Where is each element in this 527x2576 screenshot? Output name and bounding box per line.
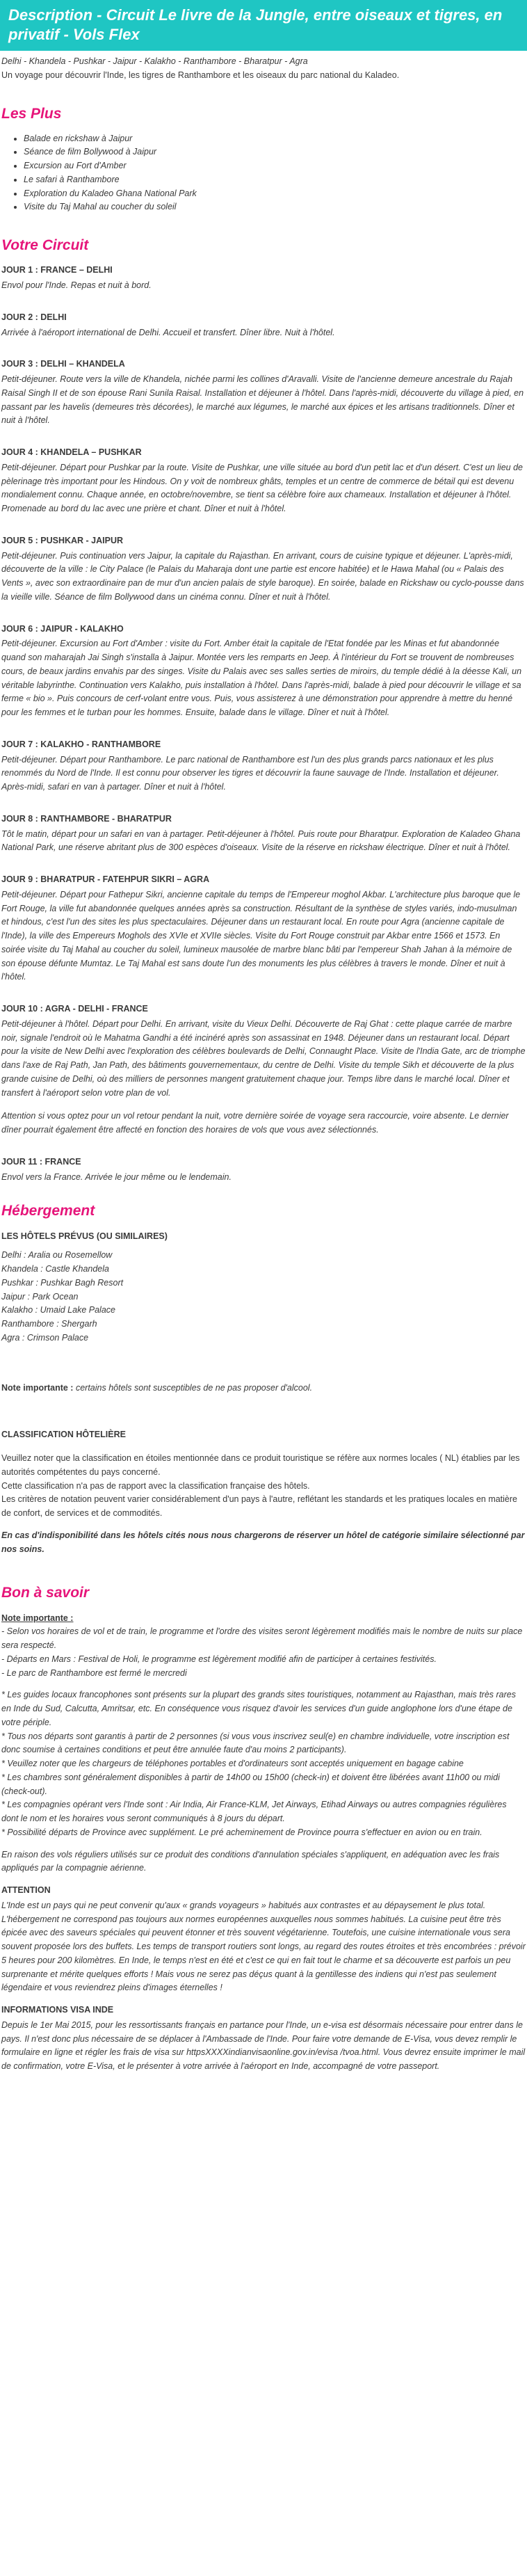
day-block xyxy=(1,264,526,293)
savoir-bullet-line: * Tous nos départs sont garantis à partir de 2 personnes (si vous vous inscrivez seul(e) en chambre individuelle, votre inscription est donc soumise à certaines conditions et peut être annulée faute d'au moins 2 participants). xyxy=(1,1731,510,1755)
day-block xyxy=(1,311,526,340)
savoir-note-line: - Le parc de Ranthambore est fermé le mercredi xyxy=(1,1667,187,1678)
classification-line: Veuillez noter que la classification en étoiles mentionnée dans ce produit touristique se réfère aux normes locales ( NL) établies par les autorités compétentes du pays concerné. xyxy=(1,1453,520,1477)
day-text: Petit-déjeuner à l'hôtel. Départ pour Delhi. En arrivant, visite du Vieux Delhi. Découverte de Raj Ghat : cette plaque carrée de marbre noir, signale l'endroit où le Mahatma Gandhi a été incinéré après son assassinat en 1948. Déjeuner dans un restaurant local. Départ pour la visite de New Delhi avec l'exploration des célèbres boulevards de Delhi, Connaught Place. Visite de l'India Gate, arc de triomphe dans l'axe de Raj Path, Jan Path, des bâtiments gouvernementaux, du centre de Delhi. Visite du temple Sikh et découverte de la plus grande cuisine de Delhi, où des milliers de personnes mangent gratuitement chaque jour. Temps libre dans le marché local. Dîner et transfert à l'aéroport selon votre plan de vol. xyxy=(1,1018,526,1098)
day-text: Petit-déjeuner. Excursion au Fort d'Amber : visite du Fort. Amber était la capitale de l'Etat fondée par les Minas et fut abandonnée quand son maharajah Jai Singh s'installa à Jaipur. Montée vers les remparts en Jeep. À l'intérieur du Fort se trouvent de nombreuses cours, de beaux jardins envahis par des singes. Visite du Palais avec ses salles serties de miroirs, du temple dédié à la déesse Kali, un véritable labyrinthe. Continuation vers Kalakho, puis installation à l'hôtel. Dans l'après-midi, balade à pied pour découvrir le village et sa ferme « bio ». Puis concours de cerf-volant entre vous. Puis, vous assisterez à une démonstration pour apprendre à mettre du henné pour les femmes et le turban pour les hommes. Ensuite, balade dans le village. Dîner et nuit à l'hôtel. xyxy=(1,639,522,718)
day-text: Petit-déjeuner. Départ pour Fathepur Sikri, ancienne capitale du temps de l'Empereur moghol Akbar. L'architecture plus baroque que le Fort Rouge, la ville fut abandonnée quelques années après sa construction. Résultant de la synthèse de styles variés, indo-musulman et hindous, c'est l'un des sites les plus spectaculaires. Déjeuner dans un restaurant local. En route pour Agra (ancienne capitale de l'Inde), la ville des Empereurs Moghols des XVIe et XVIIe siècles. Visite du Fort Rouge construit par Akbar entre 1566 et 1573. En soirée visite du Taj Mahal au coucher du soleil, lumineux mausolée de marbre blanc bâti par l'empereur Shah Jahan à la mémoire de son épouse défunte Mumtaz. Le Taj Mahal est sans doute l'un des monuments les plus célèbres à travers le monde. Dîner et nuit à l'hôtel. xyxy=(1,889,521,982)
plus-item: • Balade en rickshaw à Jaipur xyxy=(24,132,526,146)
day-text: Envol vers la France. Arrivée le jour même ou le lendemain. xyxy=(1,1171,232,1182)
day-block xyxy=(1,738,526,794)
visa-heading: INFORMATIONS VISA INDE xyxy=(1,2005,114,2015)
day-text: Petit-déjeuner. Départ pour Ranthambore. Le parc national de Ranthambore est l'un des plus grands parcs nationaux et les plus renommés du Nord de l'Inde. Il est connu pour observer les tigres et découvrir la faune sauvage de l'Inde. Installation et déjeuner. Après-midi, safari en van à partager. Dîner et nuit à l'hôtel. xyxy=(1,754,499,792)
hotel-item: Ranthambore : Shergarh xyxy=(1,1319,97,1329)
day-heading: JOUR 10 : AGRA - DELHI - FRANCE xyxy=(1,1004,148,1014)
savoir-note-heading: Note importante : xyxy=(1,1613,74,1623)
classification-text xyxy=(1,1452,526,1521)
day-block xyxy=(1,813,526,855)
day-heading: JOUR 1 : FRANCE – DELHI xyxy=(1,265,113,275)
day-block xyxy=(1,534,526,605)
circuit-title: Votre Circuit xyxy=(1,237,89,254)
plus-list xyxy=(1,132,526,215)
day-extra-text: Attention si vous optez pour un vol retour pendant la nuit, votre dernière soirée de voyage sera raccourcie, voire absente. Le dernier dîner pourrait également être affecté en fonction des horaires de vols que vous avez sélectionnés. xyxy=(1,1111,509,1135)
day-block xyxy=(1,1155,526,1185)
note-label: Note importante : xyxy=(1,1382,74,1393)
intro xyxy=(1,55,526,83)
day-heading: JOUR 3 : DELHI – KHANDELA xyxy=(1,359,125,369)
day-block xyxy=(1,623,526,720)
plus-item: • Exploration du Kaladeo Ghana National Park xyxy=(24,187,526,201)
day-text: Petit-déjeuner. Puis continuation vers Jaipur, la capitale du Rajasthan. En arrivant, cours de cuisine typique et déjeuner. L'après-midi, découverte de la ville : le City Palace (le Palais du Maharaja dont une partie est encore habitée) et le Hawa Mahal (ou « Palais des Vents », avec son extraordinaire pan de mur d'un ancien palais de style baroque). En soirée, balade en Rickshaw ou cyclo-pousse dans la vieille ville. Séance de film Bollywood dans un cinéma connu. Dîner et nuit à l'hôtel. xyxy=(1,550,524,602)
hotel-note xyxy=(1,1382,526,1395)
indisponibilite-text: En cas d'indisponibilité dans les hôtels cités nous nous chargerons de réserver un hôtel de catégorie similaire sélectionné par nos soins. xyxy=(1,1530,525,1554)
day-heading: JOUR 11 : FRANCE xyxy=(1,1156,81,1167)
day-heading: JOUR 8 : RANTHAMBORE - BHARATPUR xyxy=(1,813,172,824)
day-heading: JOUR 9 : BHARATPUR - FATEHPUR SIKRI – AGRA xyxy=(1,874,210,885)
attention-heading: ATTENTION xyxy=(1,1885,51,1895)
plus-item: • Séance de film Bollywood à Jaipur xyxy=(24,145,526,159)
plus-title: Les Plus xyxy=(1,105,62,122)
day-text: Petit-déjeuner. Départ pour Pushkar par la route. Visite de Pushkar, une ville située au bord d'un petit lac et d'un désert. C'est un lieu de pèlerinage très important pour les Hindous. On y voit de nombreux ghâts, temples et un centre de commerce de bétail qui est devenu mondialement connu. Chaque année, en octobre/novembre, se tient sa célèbre foire aux chameaux. Installation et déjeuner à l'hôtel. Promenade au bord du lac avec une prière et chant. Dîner et nuit à l'hôtel. xyxy=(1,462,523,514)
day-heading: JOUR 5 : PUSHKAR - JAIPUR xyxy=(1,535,124,545)
day-block xyxy=(1,446,526,516)
hotel-item: Pushkar : Pushkar Bagh Resort xyxy=(1,1277,124,1288)
savoir-bullet-line: * Possibilité départs de Province avec supplément. Le pré acheminement de Province pourra s'effectuer en avion ou en train. xyxy=(1,1827,483,1837)
savoir-bullet-line: * Veuillez noter que les chargeurs de téléphones portables et d'ordinateurs sont acceptés uniquement en bagage cabine xyxy=(1,1759,464,1768)
day-block xyxy=(1,358,526,428)
hotel-list xyxy=(1,1249,526,1345)
day-block xyxy=(1,1002,526,1137)
savoir-bullet-line: * Les guides locaux francophones sont présents sur la plupart des grands sites touristiques, notamment au Rajasthan, mais très rares en Inde du Sud, Calcutta, Amritsar, etc. En conséquence vous risquez d'avoir les services d'un guide anglophone lors d'une étape de votre périple. xyxy=(1,1690,516,1727)
conditions-text: En raison des vols réguliers utilisés sur ce produit des conditions d'annulation spéciales s'appliquent, en adéquation avec les frais appliqués par la compagnie aérienne. xyxy=(1,1849,500,1873)
visa-text: Depuis le 1er Mai 2015, pour les ressortissants français en partance pour l'Inde, un e-visa est désormais nécessaire pour entrer dans le pays. Il n'est donc plus nécessaire de se déplacer à l'Ambassade de l'Inde. Pour faire votre demande de E-Visa, vous devez remplir le formulaire en ligne et régler les frais de visa sur httpsXXXXindianvisaonline.gov.in/evisa /tvoa.html. Vous devrez ensuite imprimer le mail de confirmation, votre E-Visa, et le présenter à votre arrivée à l'aéroport en Inde, accompagné de votre passeport. xyxy=(1,2019,526,2071)
hotel-item: Kalakho : Umaid Lake Palace xyxy=(1,1305,115,1315)
savoir-bullet-line: * Les compagnies opérant vers l'Inde sont : Air India, Air France-KLM, Jet Airways, Etihad Airways ou autres compagnies régulières dont le nom et les horaires vous seront communiqués à 8 jours du départ. xyxy=(1,1800,507,1823)
plus-item: • Visite du Taj Mahal au coucher du soleil xyxy=(24,200,526,214)
page-title: Description - Circuit Le livre de la Jungle, entre oiseaux et tigres, en privatif - Vols Flex xyxy=(8,6,503,43)
day-text: Tôt le matin, départ pour un safari en van à partager. Petit-déjeuner à l'hôtel. Puis route pour Bharatpur. Exploration de Kaladeo Ghana National Park, une réserve abritant plus de 300 espèces d'oiseaux. Visite de la réserve en rickshaw électrique. Dîner et nuit à l'hôtel. xyxy=(1,829,521,853)
hotels-heading: LES HÔTELS PRÉVUS (OU SIMILAIRES) xyxy=(1,1231,168,1241)
plus-item: • Le safari à Ranthambore xyxy=(24,173,526,187)
day-text: Petit-déjeuner. Route vers la ville de Khandela, nichée parmi les collines d'Aravalli. Visite de l'ancienne demeure ancestrale du Rajah Raisal Singh II et de son épouse Rani Sunila Raisal. Installation et déjeuner à l'hôtel. Dans l'après-midi, découverte du village à pied, en passant par les havelis (demeures très décorées), le marché aux légumes, le marché aux épices et les artisans traditionnels. Dîner et nuit à l'hôtel. xyxy=(1,374,524,426)
day-heading: JOUR 2 : DELHI xyxy=(1,312,67,322)
savoir-note-line: - Selon vos horaires de vol et de train, le programme et l'ordre des visites seront légèrement modifiés mais le nombre de nuits sur place sera respecté. xyxy=(1,1626,523,1650)
day-heading: JOUR 7 : KALAKHO - RANTHAMBORE xyxy=(1,739,161,749)
hebergement-title: Hébergement xyxy=(1,1203,95,1219)
hotel-item: Jaipur : Park Ocean xyxy=(1,1291,79,1302)
day-heading: JOUR 4 : KHANDELA – PUSHKAR xyxy=(1,447,142,458)
classification-line: Les critères de notation peuvent varier considérablement d'un pays à l'autre, reflétant les standards et les pratiques locales en matière de confort, de services et de commodités. xyxy=(1,1494,517,1519)
day-text: Arrivée à l'aéroport international de Delhi. Accueil et transfert. Dîner libre. Nuit à l'hôtel. xyxy=(1,327,335,337)
classification-heading: CLASSIFICATION HÔTELIÈRE xyxy=(1,1430,126,1440)
classification-line: Cette classification n'a pas de rapport avec la classification française des hôtels. xyxy=(1,1480,310,1491)
hotel-item: Agra : Crimson Palace xyxy=(1,1332,89,1343)
day-block xyxy=(1,873,526,984)
savoir-bullets xyxy=(1,1688,526,1839)
title-banner xyxy=(0,0,527,51)
plus-item: • Excursion au Fort d'Amber xyxy=(24,159,526,173)
savoir-title: Bon à savoir xyxy=(1,1585,90,1601)
savoir-note-line: - Départs en Mars : Festival de Holi, le programme est légèrement modifié afin de participer à certaines festivités. xyxy=(1,1654,437,1664)
route-line: Delhi - Khandela - Pushkar - Jaipur - Kalakho - Ranthambore - Bharatpur - Agra xyxy=(1,56,308,66)
summary-line: Un voyage pour découvrir l'Inde, les tigres de Ranthambore et les oiseaux du parc national du Kaladeo. xyxy=(1,70,400,80)
note-text: certains hôtels sont susceptibles de ne pas proposer d'alcool. xyxy=(73,1382,313,1393)
savoir-notes xyxy=(1,1625,526,1680)
content xyxy=(0,55,527,2074)
day-text: Envol pour l'Inde. Repas et nuit à bord. xyxy=(1,280,152,291)
savoir-bullet-line: * Les chambres sont généralement disponibles à partir de 14h00 ou 15h00 (check-in) et doivent être libérées avant 11h00 ou midi (check-out). xyxy=(1,1772,500,1796)
hotel-item: Delhi : Aralia ou Rosemellow xyxy=(1,1250,113,1261)
itinerary xyxy=(1,264,526,1184)
hotel-item: Khandela : Castle Khandela xyxy=(1,1264,109,1274)
attention-text: L'Inde est un pays qui ne peut convenir qu'aux « grands voyageurs » habitués aux contrastes et au dépaysement le plus total. L'hébergement ne correspond pas toujours aux normes européennes auxquelles nous sommes habitués. La cuisine peut être très épicée avec des saveurs spéciales qui peuvent étonner et très souvent végétarienne. Toutefois, une cuisine internationale vous sera souvent proposée lors des buffets. Les temps de transport routiers sont longs, au regard des routes étroites et très encombrées : prévoir 5 heures pour 200 kilomètres. En Inde, le temps n'est en été et c'est ce qui en fait tout le charme et sa découverte est parfois un peu surprenante et mérite quelques efforts ! Mais vous ne serez pas déçus quant à la gentillesse des indiens qui n'est pas seulement légendaire et vous reviendrez pleins d'images éternelles ! xyxy=(1,1900,526,1993)
day-heading: JOUR 6 : JAIPUR - KALAKHO xyxy=(1,623,124,634)
